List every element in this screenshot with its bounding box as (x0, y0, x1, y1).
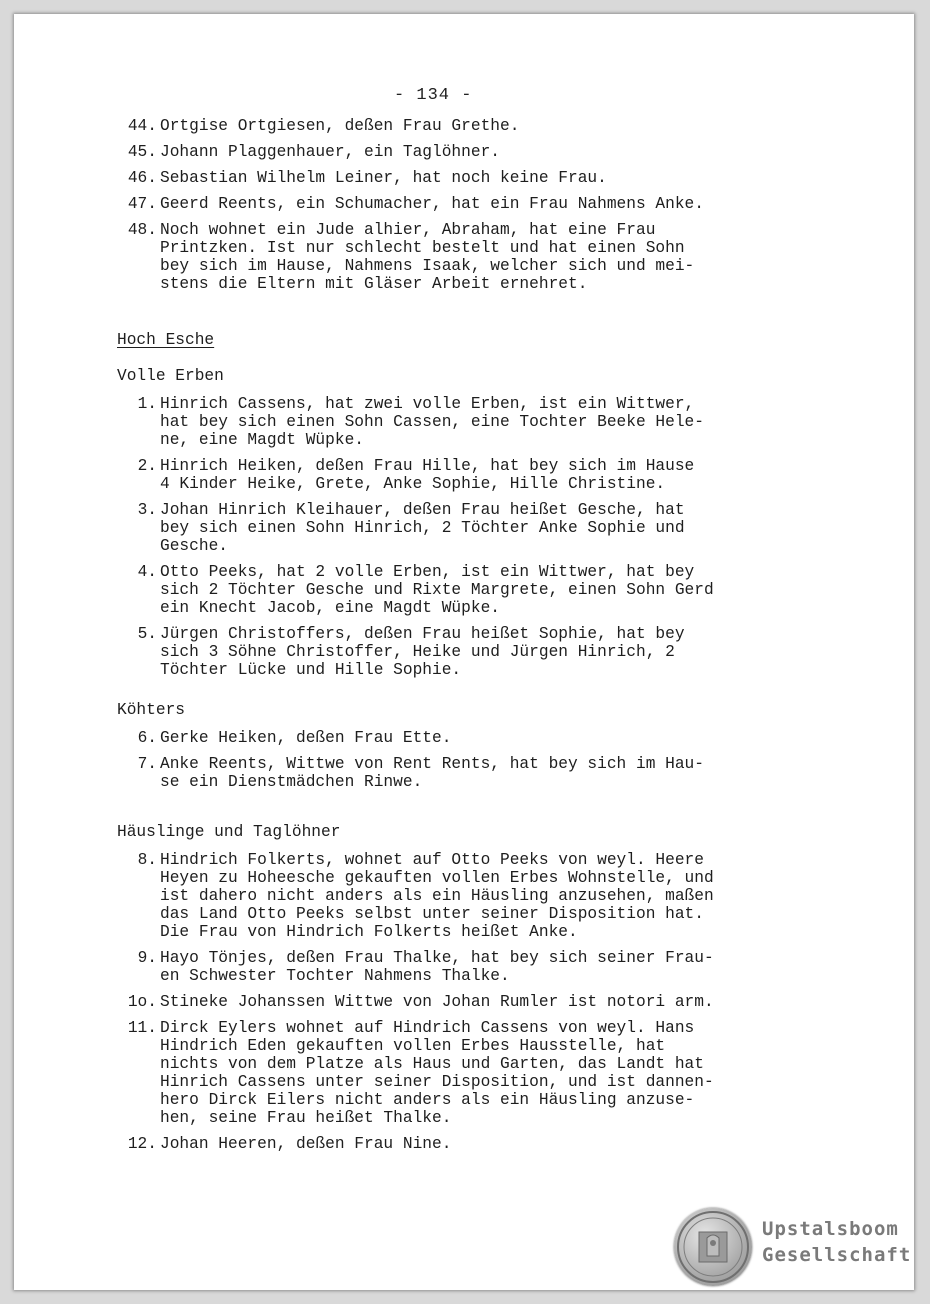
list-item (117, 457, 817, 493)
seal-icon (674, 1208, 752, 1286)
entry-text-line: bey sich im Hause, Nahmens Isaak, welcher sich und mei- (160, 257, 695, 275)
entry-text-line: Hinrich Heiken, deßen Frau Hille, hat bey sich im Hause (160, 457, 695, 475)
publisher-logo (660, 1198, 920, 1294)
entry-number: 3. (137, 501, 157, 519)
entry-text-line: nichts von dem Platze als Haus und Garten, das Landt hat (160, 1055, 704, 1073)
entry-text-line: Dirck Eylers wohnet auf Hindrich Cassens von weyl. Hans (160, 1019, 695, 1037)
entry-number: 46. (127, 169, 157, 187)
entry-number: 12. (127, 1135, 157, 1153)
entry-number: 2. (137, 457, 157, 475)
entry-number: 8. (137, 851, 157, 869)
entry-number: 1. (137, 395, 157, 413)
entry-text-line: Die Frau von Hindrich Folkerts heißet Anke. (160, 923, 578, 941)
entry-text-line: sich 2 Töchter Gesche und Rixte Margrete, einen Sohn Gerd (160, 581, 714, 599)
entry-number: 45. (127, 143, 157, 161)
entry-text-line: Hayo Tönjes, deßen Frau Thalke, hat bey sich seiner Frau- (160, 949, 714, 967)
entry-text-line: Printzken. Ist nur schlecht bestelt und hat einen Sohn (160, 239, 685, 257)
entry-text-line: Gerke Heiken, deßen Frau Ette. (160, 729, 452, 747)
list-item (117, 563, 817, 617)
entry-text-line: Hindrich Eden gekauften vollen Erbes Hausstelle, hat (160, 1037, 666, 1055)
list-item (117, 851, 817, 941)
entry-text-line: ist dahero nicht anders als ein Häusling anzusehen, maßen (160, 887, 714, 905)
list-item (117, 993, 817, 1011)
entry-text-line: hat bey sich einen Sohn Cassen, eine Tochter Beeke Hele- (160, 413, 704, 431)
group-koehters (117, 729, 817, 791)
entry-text-line: Anke Reents, Wittwe von Rent Rents, hat bey sich im Hau- (160, 755, 704, 773)
entry-text-line: hen, seine Frau heißet Thalke. (160, 1109, 452, 1127)
list-item (117, 949, 817, 985)
entry-text-line: Johann Plaggenhauer, ein Taglöhner. (160, 143, 500, 161)
document-page (14, 14, 914, 1290)
entry-number: 11. (127, 1019, 157, 1037)
group-volle-erben (117, 395, 817, 679)
entry-text-line: stens die Eltern mit Gläser Arbeit ernehret. (160, 275, 588, 293)
list-item (117, 221, 817, 293)
entry-number: 6. (137, 729, 157, 747)
intro-entries (117, 117, 817, 293)
entry-text-line: ein Knecht Jacob, eine Magdt Wüpke. (160, 599, 500, 617)
entry-text-line: Stineke Johanssen Wittwe von Johan Rumler ist notori arm. (160, 993, 714, 1011)
entry-text-line: Hinrich Cassens unter seiner Disposition, und ist dannen- (160, 1073, 714, 1091)
group-haeuslinge (117, 851, 817, 1153)
list-item (117, 169, 817, 187)
list-item (117, 625, 817, 679)
entry-text-line: Johan Hinrich Kleihauer, deßen Frau heißet Gesche, hat (160, 501, 685, 519)
entry-text-line: Hindrich Folkerts, wohnet auf Otto Peeks von weyl. Heere (160, 851, 704, 869)
group-title-haeuslinge: Häuslinge und Taglöhner (117, 823, 341, 841)
document-body (117, 117, 817, 1161)
entry-text-line: Geerd Reents, ein Schumacher, hat ein Frau Nahmens Anke. (160, 195, 704, 213)
entry-number: 4. (137, 563, 157, 581)
list-item (117, 1135, 817, 1153)
list-item (117, 395, 817, 449)
entry-text-line: bey sich einen Sohn Hinrich, 2 Töchter Anke Sophie und (160, 519, 685, 537)
list-item (117, 143, 817, 161)
page-number: - 134 - (394, 86, 473, 105)
entry-text-line: sich 3 Söhne Christoffer, Heike und Jürgen Hinrich, 2 (160, 643, 675, 661)
list-item (117, 501, 817, 555)
entry-text-line: Ortgise Ortgiesen, deßen Frau Grethe. (160, 117, 520, 135)
entry-text-line: en Schwester Tochter Nahmens Thalke. (160, 967, 510, 985)
entry-number: 5. (137, 625, 157, 643)
entry-number: 44. (127, 117, 157, 135)
entry-text-line: ne, eine Magdt Wüpke. (160, 431, 364, 449)
list-item (117, 729, 817, 747)
list-item (117, 755, 817, 791)
entry-number: 48. (127, 221, 157, 239)
entry-number: 7. (137, 755, 157, 773)
entry-text-line: Heyen zu Hoheesche gekauften vollen Erbes Wohnstelle, und (160, 869, 714, 887)
logo-line-2: Gesellschaft (762, 1244, 912, 1266)
entry-text-line: Sebastian Wilhelm Leiner, hat noch keine Frau. (160, 169, 607, 187)
logo-text (762, 1216, 911, 1268)
logo-line-1: Upstalsboom (762, 1218, 899, 1240)
entry-text-line: Johan Heeren, deßen Frau Nine. (160, 1135, 452, 1153)
list-item (117, 195, 817, 213)
entry-number: 9. (137, 949, 157, 967)
entry-number: 1o. (127, 993, 157, 1011)
group-title-koehters: Köhters (117, 701, 185, 719)
list-item (117, 1019, 817, 1127)
entry-text-line: se ein Dienstmädchen Rinwe. (160, 773, 423, 791)
group-title-volle-erben: Volle Erben (117, 367, 224, 385)
entry-text-line: Töchter Lücke und Hille Sophie. (160, 661, 462, 679)
entry-text-line: das Land Otto Peeks selbst unter seiner Disposition hat. (160, 905, 704, 923)
entry-text-line: Otto Peeks, hat 2 volle Erben, ist ein Wittwer, hat bey (160, 563, 695, 581)
entry-text-line: Gesche. (160, 537, 228, 555)
section-heading: Hoch Esche (117, 331, 215, 349)
entry-text-line: Jürgen Christoffers, deßen Frau heißet Sophie, hat bey (160, 625, 685, 643)
list-item (117, 117, 817, 135)
entry-text-line: Hinrich Cassens, hat zwei volle Erben, ist ein Wittwer, (160, 395, 695, 413)
entry-text-line: 4 Kinder Heike, Grete, Anke Sophie, Hille Christine. (160, 475, 666, 493)
entry-number: 47. (127, 195, 157, 213)
entry-text-line: Noch wohnet ein Jude alhier, Abraham, hat eine Frau (160, 221, 656, 239)
entry-text-line: hero Dirck Eilers nicht anders als ein Häusling anzuse- (160, 1091, 695, 1109)
